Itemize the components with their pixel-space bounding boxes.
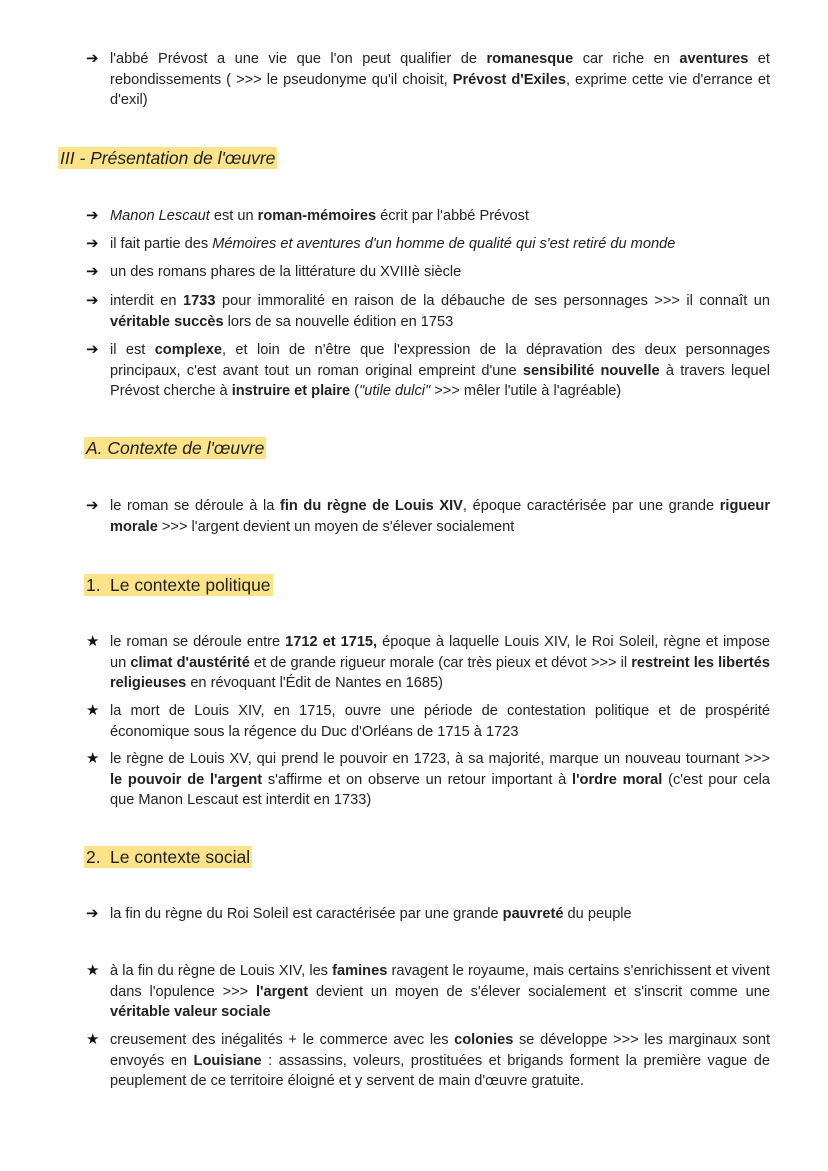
heading-number: 2. [86, 847, 101, 867]
section-heading-politique [84, 574, 273, 596]
arrow-icon: ➔ [86, 235, 99, 252]
heading-title: Le contexte politique [110, 575, 271, 595]
item-text: il est complexe, et loin de n'être que l'expression de la dépravation des deux personnages principaux, c'est avant tout un roman original empreint d'une sensibilité nouvelle à travers lequel Prévost cherche à instruire et plaire ("utile dulci" >>> mêler l'utile à l'agréable) [110, 342, 770, 399]
item-text: le roman se déroule entre 1712 et 1715, époque à laquelle Louis XIV, le Roi Soleil, règne et impose un climat d'austérité et de grande rigueur morale (car très pieux et dévot >>> il restreint les libertés religieuses en révoquant l'Édit de Nantes en 1685) [110, 634, 770, 691]
section-heading-social [84, 846, 252, 868]
item-text: le roman se déroule à la fin du règne de Louis XIV, époque caractérisée par une grande rigueur morale >>> l'argent devient un moyen de s'élever socialement [110, 498, 771, 535]
list-item [86, 291, 770, 332]
list-item [86, 632, 770, 694]
list-item [86, 206, 770, 227]
item-text: la mort de Louis XIV, en 1715, ouvre une période de contestation politique et de prospérité économique sous la régence du Duc d'Orléans de 1715 à 1723 [110, 703, 770, 740]
section-heading-contexte: A. Contexte de l'œuvre [86, 438, 265, 458]
section-heading-presentation: III - Présentation de l'œuvre [60, 148, 276, 168]
item-text: Manon Lescaut est un roman-mémoires écrit par l'abbé Prévost [110, 208, 529, 224]
heading-title: Le contexte social [110, 847, 251, 867]
list-item [86, 49, 770, 111]
arrow-icon: ➔ [86, 50, 99, 67]
arrow-icon: ➔ [86, 263, 99, 280]
item-text: creusement des inégalités + le commerce avec les colonies se développe >>> les marginaux sont envoyés en Louisiane : assassins, voleurs, prostituées et brigands forment la première vague de peuplement de ce territoire éloigné et y servent de main d'œuvre gratuite. [110, 1032, 771, 1089]
item-text: à la fin du règne de Louis XIV, les famines ravagent le royaume, mais certains s'enrichissent et vivent dans l'opulence >>> l'argent devient un moyen de s'élever socialement et s'inscrit comme une véritable valeur sociale [110, 963, 770, 1020]
list-item [86, 340, 770, 402]
item-text: un des romans phares de la littérature du XVIIIè siècle [110, 264, 462, 280]
arrow-icon: ➔ [86, 292, 99, 309]
item-text: le règne de Louis XV, qui prend le pouvoir en 1723, à sa majorité, marque un nouveau tournant >>> le pouvoir de l'argent s'affirme et on observe un retour important à l'ordre moral (c'est pour cela que Manon Lescaut est interdit en 1733) [110, 751, 771, 808]
arrow-icon: ➔ [86, 341, 99, 358]
item-text: il fait partie des Mémoires et aventures d'un homme de qualité qui s'est retiré du monde [110, 236, 676, 252]
arrow-icon: ➔ [86, 905, 99, 922]
list-item [86, 904, 770, 925]
item-text: interdit en 1733 pour immoralité en raison de la débauche de ses personnages >>> il connaît un véritable succès lors de sa nouvelle édition en 1753 [110, 293, 770, 330]
star-icon: ★ [86, 962, 100, 979]
star-icon: ★ [86, 702, 100, 719]
arrow-icon: ➔ [86, 207, 99, 224]
list-item [86, 234, 770, 255]
star-icon: ★ [86, 633, 100, 650]
list-item [86, 262, 770, 283]
list-item [86, 961, 770, 1023]
item-text: l'abbé Prévost a une vie que l'on peut qualifier de romanesque car riche en aventures et rebondissements ( >>> le pseudonyme qu'il choisit, Prévost d'Exiles, exprime cette vie d'errance et d'exil) [110, 51, 770, 108]
star-icon: ★ [86, 1031, 100, 1048]
list-item [86, 496, 770, 537]
heading-number: 1. [86, 575, 101, 595]
list-item [86, 701, 770, 742]
list-item [86, 1030, 770, 1092]
arrow-icon: ➔ [86, 497, 99, 514]
list-item [86, 749, 770, 811]
item-text: la fin du règne du Roi Soleil est caractérisée par une grande pauvreté du peuple [110, 906, 632, 922]
star-icon: ★ [86, 750, 100, 767]
